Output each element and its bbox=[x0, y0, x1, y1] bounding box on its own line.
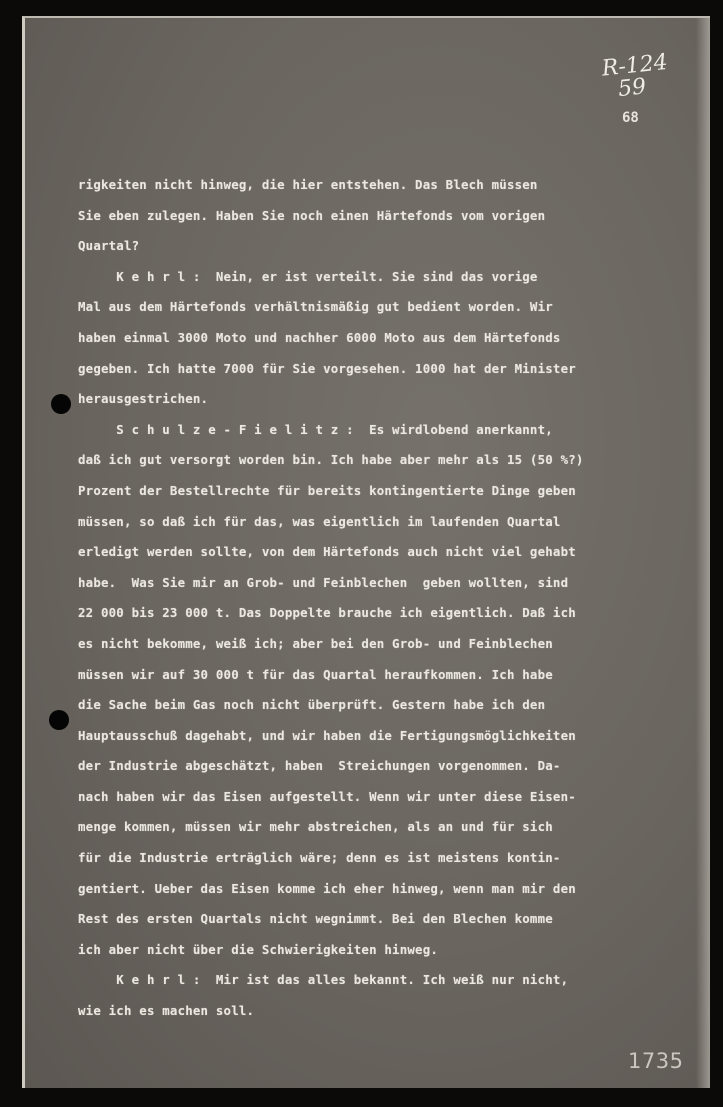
text-line: für die Industrie erträglich wäre; denn es ist meistens kontin- bbox=[78, 850, 561, 866]
text-line: gegeben. Ich hatte 7000 für Sie vorgesehen. 1000 hat der Minister bbox=[78, 360, 576, 376]
handwritten-annotation bbox=[601, 51, 675, 102]
text-line: der Industrie abgeschätzt, haben Streichungen vorgenommen. Da- bbox=[78, 758, 561, 774]
text-line: habe. Was Sie mir an Grob- und Feinblechen geben wollten, sind bbox=[78, 574, 569, 590]
text-line: daß ich gut versorgt worden bin. Ich habe aber mehr als 15 (50 %?) bbox=[78, 452, 584, 468]
typed-text-body bbox=[78, 170, 688, 1027]
text-line: herausgestrichen. bbox=[78, 391, 209, 407]
text-line: haben einmal 3000 Moto und nachher 6000 Moto aus dem Härtefonds bbox=[78, 329, 561, 345]
text-line: ich aber nicht über die Schwierigkeiten hinweg. bbox=[78, 941, 439, 957]
text-line: 22 000 bis 23 000 t. Das Doppelte brauche ich eigentlich. Daß ich bbox=[78, 605, 576, 621]
text-line: K e h r l : Nein, er ist verteilt. Sie sind das vorige bbox=[78, 268, 538, 284]
punch-hole-top bbox=[51, 394, 71, 414]
archive-stamp: 1735 bbox=[628, 1049, 684, 1073]
text-line: wie ich es machen soll. bbox=[78, 1003, 255, 1019]
text-line: menge kommen, müssen wir mehr abstreichen, als an und für sich bbox=[78, 819, 553, 835]
text-line: die Sache beim Gas noch nicht überprüft. Gestern habe ich den bbox=[78, 697, 546, 713]
text-line: rigkeiten nicht hinweg, die hier entstehen. Das Blech müssen bbox=[78, 177, 538, 192]
punch-hole-bottom bbox=[49, 710, 69, 730]
text-line: müssen wir auf 30 000 t für das Quartal heraufkommen. Ich habe bbox=[78, 666, 553, 682]
annotation-line-1: R-124 bbox=[600, 49, 669, 82]
text-line: Prozent der Bestellrechte für bereits kontingentierte Dinge geben bbox=[78, 482, 576, 498]
text-line: S c h u l z e - F i e l i t z : Es wirdlobend anerkannt, bbox=[78, 421, 553, 437]
text-line: gentiert. Ueber das Eisen komme ich eher hinweg, wenn man mir den bbox=[78, 880, 576, 896]
text-line: nach haben wir das Eisen aufgestellt. Wenn wir unter diese Eisen- bbox=[78, 788, 576, 804]
text-line: Rest des ersten Quartals nicht wegnimmt. Bei den Blechen komme bbox=[78, 911, 553, 927]
text-line: müssen, so daß ich für das, was eigentlich im laufenden Quartal bbox=[78, 513, 561, 529]
text-line: Sie eben zulegen. Haben Sie noch einen Härtefonds vom vorigen bbox=[78, 207, 546, 223]
text-line: erledigt werden sollte, von dem Härtefonds auch nicht viel gehabt bbox=[78, 544, 576, 560]
text-line: Hauptausschuß dagehabt, und wir haben die Fertigungsmöglichkeiten bbox=[78, 727, 576, 743]
text-line: Quartal? bbox=[78, 238, 140, 254]
text-line: es nicht bekomme, weiß ich; aber bei den Grob- und Feinblechen bbox=[78, 635, 553, 651]
text-line: Mal aus dem Härtefonds verhältnismäßig gut bedient worden. Wir bbox=[78, 299, 553, 315]
annotation-line-2: 59 bbox=[616, 74, 648, 103]
page-number: 68 bbox=[622, 110, 639, 126]
text-line: K e h r l : Mir ist das alles bekannt. Ich weiß nur nicht, bbox=[78, 972, 569, 988]
